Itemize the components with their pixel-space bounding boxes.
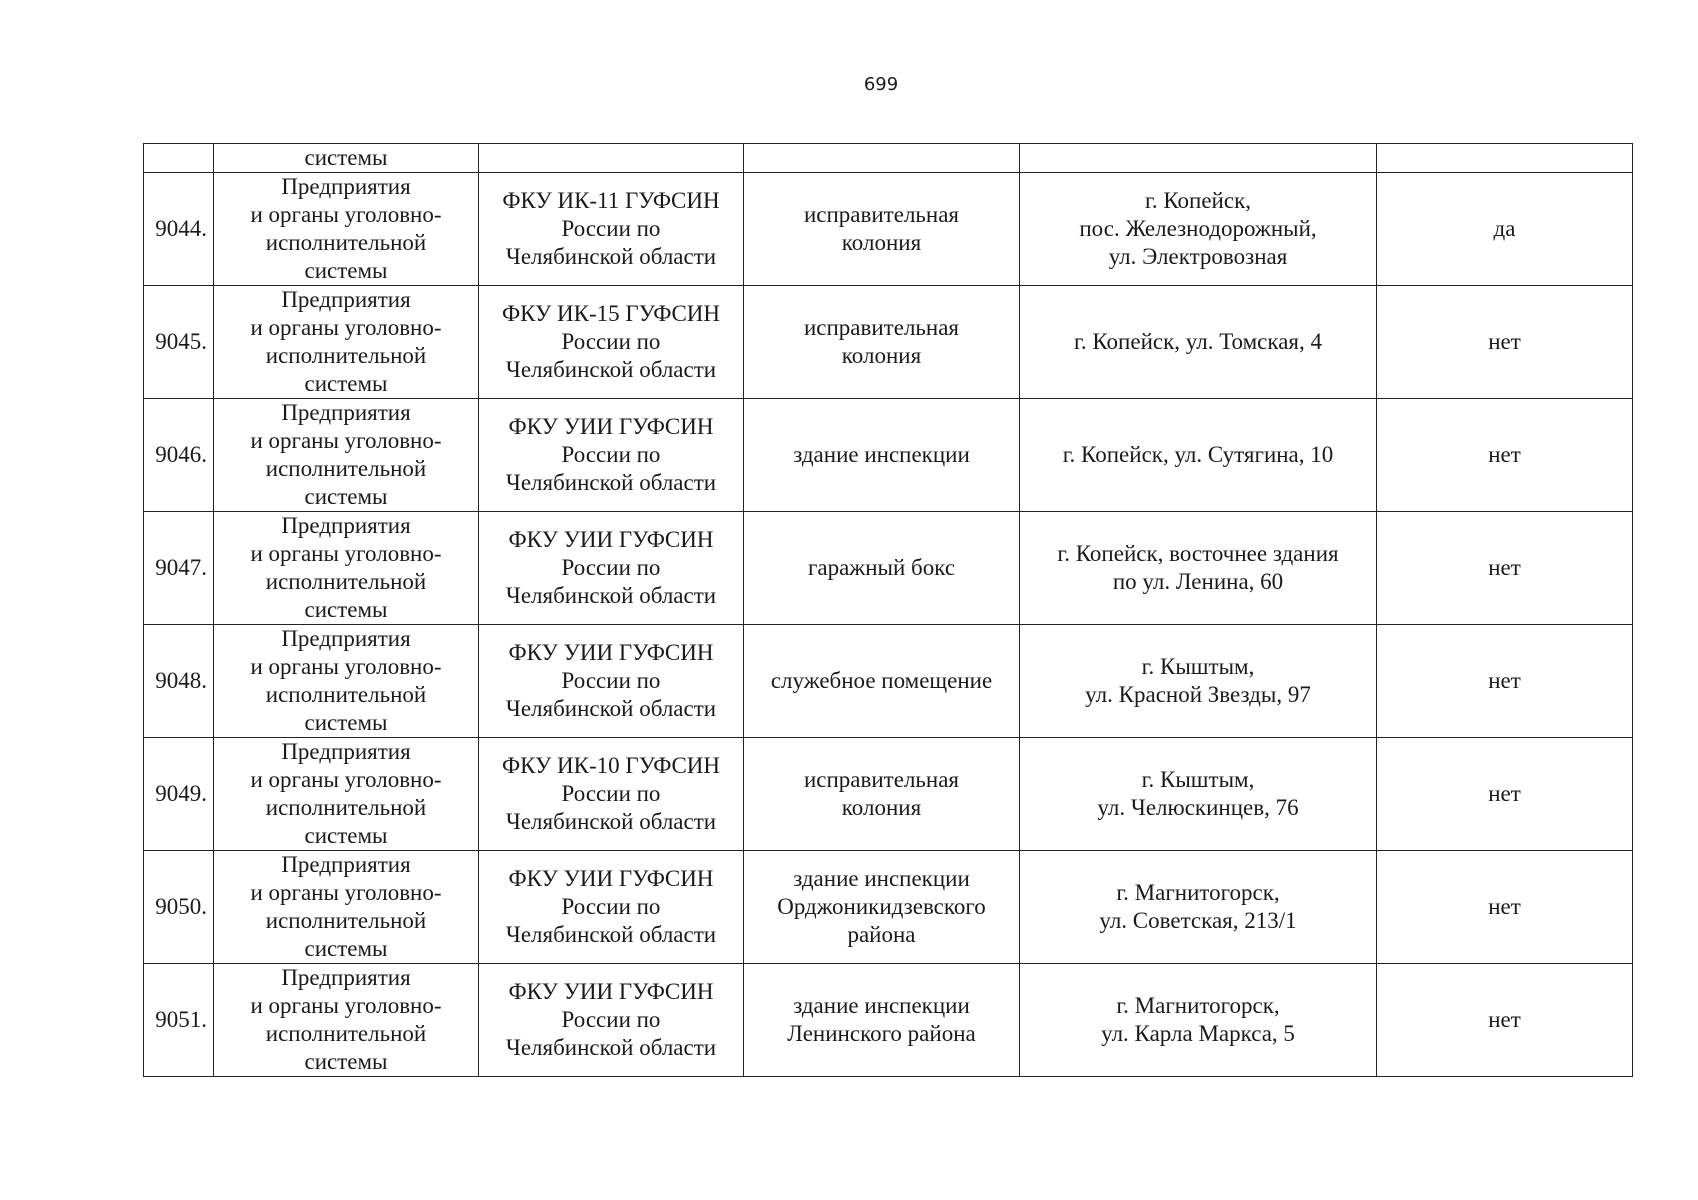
cell-text: г. Копейск, восточнее здания по ул. Ленина, 60	[1057, 541, 1339, 594]
cell-flag	[1377, 964, 1633, 1077]
cell-text: Предприятия и органы уголовно- исполнительной системы	[250, 965, 442, 1074]
cell-text: г. Магнитогорск, ул. Карла Маркса, 5	[1101, 993, 1295, 1046]
cell-text: здание инспекции	[793, 442, 970, 467]
cell-category	[214, 399, 479, 512]
cell-organization	[479, 173, 744, 286]
cell-number	[144, 144, 214, 173]
table-row	[144, 738, 1633, 851]
registry-table	[143, 143, 1633, 1077]
cell-text: ФКУ ИК-10 ГУФСИН России по Челябинской области	[501, 753, 721, 834]
cell-address	[1020, 286, 1377, 399]
cell-object-type	[744, 512, 1020, 625]
cell-text: г. Кыштым, ул. Челюскинцев, 76	[1097, 767, 1299, 820]
table-row-continuation	[144, 144, 1633, 173]
cell-address	[1020, 512, 1377, 625]
cell-text: 9051.	[155, 1007, 207, 1032]
cell-text: г. Копейск, пос. Железнодорожный, ул. Электровозная	[1079, 188, 1317, 269]
cell-object-type	[744, 286, 1020, 399]
cell-flag	[1377, 625, 1633, 738]
cell-address	[1020, 399, 1377, 512]
cell-text: Предприятия и органы уголовно- исполнительной системы	[250, 174, 442, 283]
cell-text: ФКУ УИИ ГУФСИН России по Челябинской области	[505, 414, 717, 495]
cell-number	[144, 964, 214, 1077]
cell-address	[1020, 144, 1377, 173]
cell-text: 9045.	[155, 329, 207, 354]
cell-object-type	[744, 144, 1020, 173]
cell-flag	[1377, 738, 1633, 851]
cell-flag	[1377, 286, 1633, 399]
cell-organization	[479, 738, 744, 851]
cell-text: системы	[304, 145, 388, 170]
cell-object-type	[744, 399, 1020, 512]
cell-address	[1020, 738, 1377, 851]
cell-flag	[1377, 173, 1633, 286]
cell-object-type	[744, 851, 1020, 964]
table-body	[144, 144, 1633, 1077]
cell-object-type	[744, 738, 1020, 851]
cell-text: 9050.	[155, 894, 207, 919]
cell-number	[144, 286, 214, 399]
cell-text: здание инспекции Ленинского района	[787, 993, 976, 1046]
cell-text: Предприятия и органы уголовно- исполнительной системы	[250, 400, 442, 509]
table-row	[144, 286, 1633, 399]
table-row	[144, 625, 1633, 738]
cell-number	[144, 738, 214, 851]
cell-organization	[479, 512, 744, 625]
cell-number	[144, 851, 214, 964]
cell-text: Предприятия и органы уголовно- исполнительной системы	[250, 739, 442, 848]
cell-address	[1020, 851, 1377, 964]
cell-category	[214, 738, 479, 851]
cell-text: Предприятия и органы уголовно- исполнительной системы	[250, 852, 442, 961]
cell-text: нет	[1488, 1007, 1521, 1032]
cell-text: здание инспекции Орджоникидзевского района	[777, 866, 986, 947]
cell-text: ФКУ УИИ ГУФСИН России по Челябинской области	[505, 527, 717, 608]
cell-number	[144, 512, 214, 625]
cell-text: Предприятия и органы уголовно- исполнительной системы	[250, 513, 442, 622]
table-row	[144, 173, 1633, 286]
table-row	[144, 964, 1633, 1077]
cell-text: Предприятия и органы уголовно- исполнительной системы	[250, 626, 442, 735]
cell-category	[214, 625, 479, 738]
cell-category	[214, 286, 479, 399]
cell-category	[214, 173, 479, 286]
cell-text: 9044.	[155, 216, 207, 241]
cell-category	[214, 964, 479, 1077]
cell-text: да	[1493, 216, 1516, 241]
cell-text: нет	[1488, 781, 1521, 806]
cell-text: нет	[1488, 894, 1521, 919]
cell-text: Предприятия и органы уголовно- исполнительной системы	[250, 287, 442, 396]
table-row	[144, 399, 1633, 512]
cell-address	[1020, 964, 1377, 1077]
cell-text: ФКУ ИК-15 ГУФСИН России по Челябинской области	[501, 301, 721, 382]
cell-text: ФКУ УИИ ГУФСИН России по Челябинской области	[505, 979, 717, 1060]
cell-text: исправительная колония	[803, 767, 960, 820]
cell-category	[214, 144, 479, 173]
cell-text: нет	[1488, 442, 1521, 467]
cell-object-type	[744, 625, 1020, 738]
cell-category	[214, 851, 479, 964]
cell-text: 9047.	[155, 555, 207, 580]
cell-number	[144, 173, 214, 286]
cell-organization	[479, 144, 744, 173]
cell-text: ФКУ ИК-11 ГУФСИН России по Челябинской области	[502, 188, 720, 269]
cell-text: г. Копейск, ул. Сутягина, 10	[1062, 442, 1334, 467]
table-row	[144, 851, 1633, 964]
cell-text: г. Кыштым, ул. Красной Звезды, 97	[1085, 654, 1311, 707]
cell-text: нет	[1488, 329, 1521, 354]
cell-organization	[479, 399, 744, 512]
cell-text: исправительная колония	[803, 202, 960, 255]
table-row	[144, 512, 1633, 625]
cell-number	[144, 399, 214, 512]
cell-text: исправительная колония	[803, 315, 960, 368]
cell-category	[214, 512, 479, 625]
cell-organization	[479, 851, 744, 964]
cell-address	[1020, 625, 1377, 738]
cell-text: гаражный бокс	[807, 555, 956, 580]
cell-text: служебное помещение	[770, 668, 993, 693]
cell-text: ФКУ УИИ ГУФСИН России по Челябинской области	[505, 640, 717, 721]
cell-text: 9048.	[155, 668, 207, 693]
cell-organization	[479, 964, 744, 1077]
cell-text: г. Копейск, ул. Томская, 4	[1074, 329, 1322, 354]
cell-text: нет	[1488, 555, 1521, 580]
cell-text: нет	[1488, 668, 1521, 693]
cell-object-type	[744, 964, 1020, 1077]
cell-flag	[1377, 512, 1633, 625]
cell-flag	[1377, 851, 1633, 964]
cell-flag	[1377, 144, 1633, 173]
cell-object-type	[744, 173, 1020, 286]
cell-number	[144, 625, 214, 738]
cell-organization	[479, 286, 744, 399]
cell-address	[1020, 173, 1377, 286]
cell-text: ФКУ УИИ ГУФСИН России по Челябинской области	[505, 866, 717, 947]
cell-organization	[479, 625, 744, 738]
cell-flag	[1377, 399, 1633, 512]
cell-text: 9049.	[155, 781, 207, 806]
cell-text: 9046.	[155, 442, 207, 467]
page-number: 699	[863, 74, 899, 95]
cell-text: г. Магнитогорск, ул. Советская, 213/1	[1099, 880, 1297, 933]
